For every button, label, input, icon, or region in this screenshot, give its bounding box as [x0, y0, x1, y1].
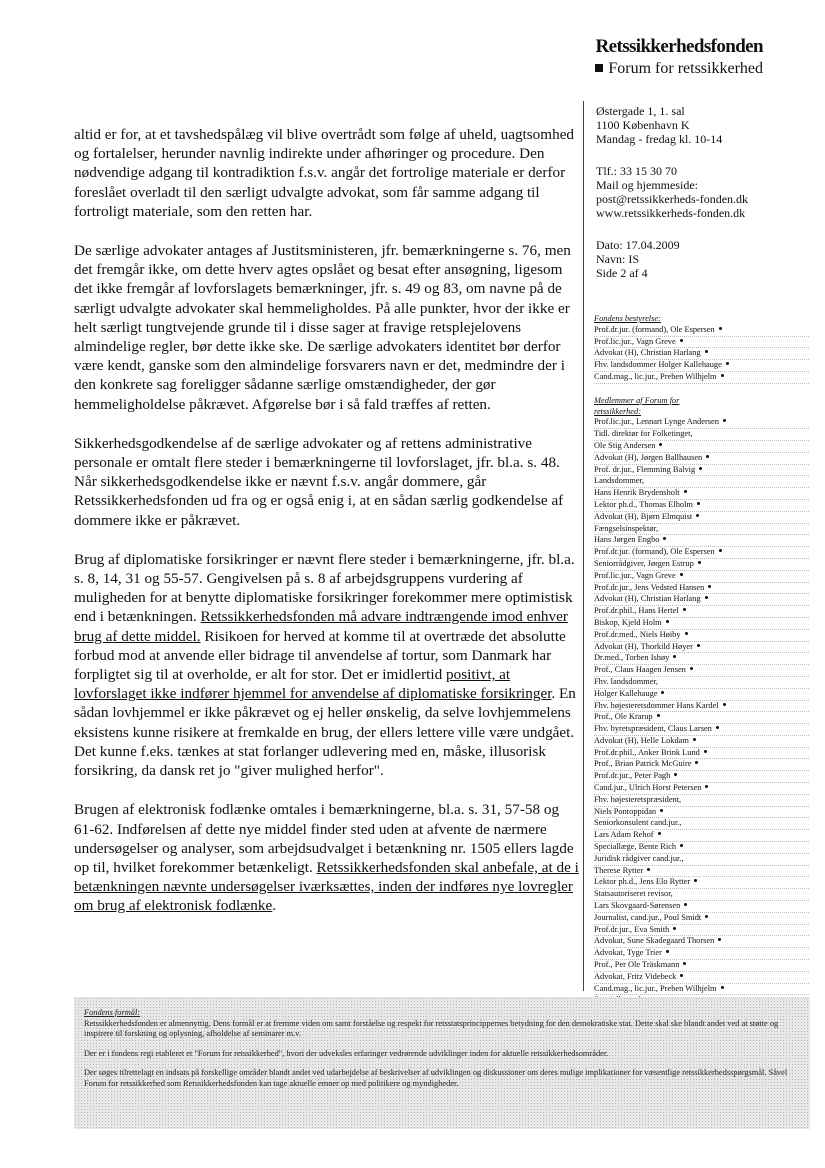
bullet-dot-icon: [666, 620, 669, 623]
member-row: [594, 653, 809, 665]
member-name: Hans Jørgen Engbo: [594, 535, 660, 545]
page-number: Side 2 af 4: [596, 266, 648, 280]
text-run: Brug af diplomatiske forsikringer er nævnt flere steder i bemærkningerne, jfr. bl.a. s. 8, 14, 31 og 55-57. Gengivelsen på s. 8 af arbejdsgruppens vurdering af muligheden for at benytte diplomatiske forsikringer forekommer mere optimistisk end i betænkningen.: [74, 550, 575, 626]
paragraph: Sikkerhedsgodkendelse af de særlige advokater og af rettens administrative personale er omtalt flere steder i bemærkningerne til lovforslaget, jfr. bl.a. s. 48. Når sikkerhedsgodkendelse ikke er nævnt f.s.v. angår dommere, går Retssikkerhedsfonden ud fra og er også enig i, at en sådan særlig godkendelse af dommere ikke er påkrævet.: [74, 434, 564, 529]
underlined-text: Retssikkerhedsfonden må advare indtrængende imod enhver brug af dette middel.: [74, 608, 568, 645]
member-row: [594, 583, 809, 595]
people-sidebar: [594, 314, 809, 1031]
bullet-dot-icon: [685, 632, 688, 635]
phone-email-block: [596, 164, 806, 220]
bullet-dot-icon: [721, 986, 724, 989]
member-name: Advokat, Fritz Videbeck: [594, 971, 677, 981]
member-row: [594, 665, 809, 677]
member-row: [594, 642, 809, 654]
bullet-dot-icon: [680, 974, 683, 977]
member-row: [594, 960, 809, 972]
bullet-dot-icon: [719, 327, 722, 330]
member-name: Lars Skovgaard-Sørensen: [594, 901, 681, 911]
member-name: Prof.lic.jur., Vagn Greve: [594, 570, 676, 580]
letter-body: [74, 125, 579, 936]
paragraph: altid er for, at et tavshedspålæg vil blive overtrådt som følge af uheld, uagtsomhed og fortalelser, herunder navnlig indirekte under afhøringer og procedure. Den nødvendige adgang til kontradiktion f.s.v. angår det fortrolige materiale er derfor foreslået overladt til den særligt udvalgte advokat, som får samme adgang til fortroligt materiale, som den retten har.: [74, 126, 575, 220]
bullet-dot-icon: [708, 585, 711, 588]
member-name: Fhv. landsdommer,: [594, 676, 659, 686]
member-name: Dr.med., Torben Ishøy: [594, 653, 670, 663]
member-row: [594, 948, 809, 960]
member-row: [594, 913, 809, 925]
underlined-text: Retssikkerhedsfonden skal anbefale, at de i betænkningen nævnte undersøgelser iværksættes, inden der indføres nye lovregler om brug af elektronisk fodlænke: [74, 858, 579, 915]
member-row: [594, 712, 809, 724]
brand-name: Retssikkerhedsfonden: [595, 36, 763, 57]
member-name: Prof.lic.jur., Lennart Lynge Andersen: [594, 417, 719, 427]
footer-box: [74, 997, 810, 1129]
member-name: Fhv. byretspræsident, Claus Larsen: [594, 724, 712, 734]
member-row: [594, 348, 809, 360]
bullet-dot-icon: [666, 950, 669, 953]
member-name: Prof., Per Ole Träskmann: [594, 960, 680, 970]
member-name: Prof.dr.phil., Anker Brink Lund: [594, 747, 700, 757]
meta-block: [596, 238, 806, 280]
contact-block: [596, 104, 806, 298]
bullet-dot-icon: [694, 879, 697, 882]
member-row: [594, 465, 809, 477]
member-row: [594, 571, 809, 583]
member-name: Prof.dr.jur., Eva Smith: [594, 924, 670, 934]
bullet-dot-icon: [647, 868, 650, 871]
member-row: [594, 818, 809, 830]
board-heading: Fondens bestyrelse:: [594, 314, 661, 323]
member-name: Lars Adam Rehof: [594, 830, 654, 840]
member-name: Seniorrådgiver, Jørgen Estrup: [594, 558, 694, 568]
author-initials: Navn: IS: [596, 252, 639, 266]
bullet-dot-icon: [683, 962, 686, 965]
member-name: Advokat (H), Bjørn Elmquist: [594, 511, 693, 521]
member-row: [594, 889, 809, 901]
member-row: [594, 488, 809, 500]
text-run: Brugen af elektronisk fodlænke omtales i bemærkningerne, bl.a. s. 31, 57-58 og 61-62. Indførelsen af dette nye middel finder sted uden at afvente de nærmere undersøgelser og analyser, som arbejdsudvalget i betænkning nr. 1505 ellers lagde op til, hvilket forekommer betænkeligt.: [74, 801, 574, 876]
underlined-text: positivt, at lovforslaget ikke indfører hjemmel for anvendelse af diplomatiske forsikringer: [74, 666, 552, 703]
member-name: Prof., Ole Krarup: [594, 712, 653, 722]
member-row: [594, 594, 809, 606]
forum-list: [594, 396, 809, 1019]
member-row: [594, 877, 809, 889]
member-row: [594, 901, 809, 913]
member-row: [594, 677, 809, 689]
member-name: Therese Rytter: [594, 865, 644, 875]
member-row: [594, 748, 809, 760]
brand-subtitle-text: Forum for retssikkerhed: [608, 60, 763, 77]
member-row: [594, 771, 809, 783]
member-name: Statsautoriseret revisor,: [594, 889, 673, 899]
member-name: Tidl. direktør for Folketinget,: [594, 429, 693, 439]
bullet-dot-icon: [705, 596, 708, 599]
bullet-dot-icon: [684, 903, 687, 906]
member-name: Prof. dr.jur., Flemming Balvig: [594, 464, 696, 474]
member-name: Prof.dr.jur., Jens Vedsted Hansen: [594, 582, 705, 592]
bullet-dot-icon: [697, 644, 700, 647]
member-name: Advokat (H), Thorkild Høyer: [594, 641, 693, 651]
member-row: [594, 972, 809, 984]
bullet-dot-icon: [726, 362, 729, 365]
member-row: [594, 842, 809, 854]
bullet-dot-icon: [696, 514, 699, 517]
member-row: [594, 372, 809, 384]
bullet-dot-icon: [719, 549, 722, 552]
member-name: Fængselsinspektør,: [594, 523, 659, 533]
mail-label: Mail og hjemmeside:: [596, 178, 698, 192]
member-name: Prof.dr.med., Niels Høiby: [594, 629, 681, 639]
address-block: [596, 104, 806, 146]
member-name: Cand.mag., lic.jur., Preben Wilhjelm: [594, 371, 717, 381]
bullet-dot-icon: [695, 761, 698, 764]
member-row: [594, 807, 809, 819]
member-row: [594, 360, 809, 372]
member-row: [594, 429, 809, 441]
member-name: Prof., Brian Patrick McGuire: [594, 759, 692, 769]
member-name: Speciallæge, Bente Rich: [594, 842, 677, 852]
bullet-dot-icon: [693, 738, 696, 741]
bullet-dot-icon: [690, 667, 693, 670]
bullet-dot-icon: [673, 927, 676, 930]
paragraph: [74, 800, 579, 915]
member-row: [594, 476, 809, 488]
paragraph: De særlige advokater antages af Justitsministeren, jfr. bemærkningerne s. 76, men det fremgår ikke, om dette hverv agtes opslået og besat efter ansøgning, ligesom det ikke fremgår af lovforslagets bemærkninger, jfr. s. 49 og 83, om navne på de særligt udvalgte advokater skal hemmeligholdes. På alle punkter, hvor der ikke er helt særligt tungtvejende grunde til i disse sager at fravige retsplejelovens almindelige regler, bør dette ikke ske. De særlige advokaters identitet bør derfor være kendt, ganske som den almindelige forsvarers navn er det, medmindre der i den konkrete sag foreligger sådanne særlige omstændigheder, der gør hemmeligholdelse påkrævet. Afgørelse bør i så fald træffes af retten.: [74, 242, 571, 413]
member-name: Advokat (H), Christian Harlang: [594, 594, 701, 604]
member-row: [594, 453, 809, 465]
member-name: Lektor ph.d., Jens Elo Rytter: [594, 877, 691, 887]
bullet-dot-icon: [680, 339, 683, 342]
member-row: [594, 759, 809, 771]
member-name: Prof.dr.phil., Hans Hertel: [594, 606, 679, 616]
phone: Tlf.: 33 15 30 70: [596, 164, 677, 178]
text-run: Risikoen for herved at komme til at overtræde det absolutte forbud mod at anvende eller bidrage til anvendelse af tortur, som Danmark har forpligtet sig til at overholde, er alt for stor. Det er imidlertid: [74, 627, 566, 684]
member-row: [594, 441, 809, 453]
text-run: .: [272, 897, 277, 915]
bullet-dot-icon: [680, 844, 683, 847]
member-name: Prof.dr.jur. (formand), Ole Espersen: [594, 324, 715, 334]
member-name: Landsdommer,: [594, 476, 645, 486]
member-name: Advokat, Tyge Trier: [594, 948, 662, 958]
footer-paragraph: Retssikkerhedsfonden er almennyttig. Dens formål er at fremme viden om samt forståelse og respekt for retsstatsprincippernes betydning for den demokratiske stat. Dette skal ske blandt andet ved at støtte og inspirere til forskning og oplysning, afholdelse af seminarer m.v.: [84, 1018, 779, 1038]
member-name: Advokat (H), Jørgen Ballhausen: [594, 452, 703, 462]
footer-heading: Fondens formål:: [84, 1008, 141, 1017]
member-row: [594, 547, 809, 559]
member-row: [594, 325, 809, 337]
square-bullet-icon: [595, 64, 603, 72]
member-name: Niels Pontoppidan: [594, 806, 657, 816]
member-row: [594, 724, 809, 736]
member-row: [594, 500, 809, 512]
member-name: Fhv. højesteretsdommer Hans Kardel: [594, 700, 719, 710]
member-name: Ole Stig Andersen: [594, 440, 656, 450]
bullet-dot-icon: [705, 350, 708, 353]
member-row: [594, 630, 809, 642]
bullet-dot-icon: [699, 467, 702, 470]
forum-heading: Medlemmer af Forum for: [594, 395, 680, 405]
footer-paragraph: Der er i fondens regi etableret et "Forum for retssikkerhed", hvori der udveksles erfaringer vedrørende udviklinger inden for aktuelle retssikkerhedsområder.: [84, 1048, 609, 1058]
member-name: Prof.dr.jur. (formand), Ole Espersen: [594, 547, 715, 557]
member-name: Lektor ph.d., Thomas Elholm: [594, 499, 693, 509]
bullet-dot-icon: [718, 938, 721, 941]
bullet-dot-icon: [721, 374, 724, 377]
member-row: [594, 701, 809, 713]
bullet-dot-icon: [683, 608, 686, 611]
bullet-dot-icon: [660, 809, 663, 812]
member-row: [594, 524, 809, 536]
bullet-dot-icon: [723, 419, 726, 422]
member-row: [594, 984, 809, 996]
text-run: . En sådan lovhjemmel er ikke påkrævet og ej heller ønskelig, da selve lovhjemmelens eksistens kunne risikere at fremkalde en brug, der ellers lettere ville være undgået. Det kunne f.eks. tænkes at stat forlanger udlevering med en, måske, illusorisk forsikring, da dansk ret jo "giver mulighed herfor".: [74, 685, 576, 780]
bullet-dot-icon: [723, 703, 726, 706]
member-row: [594, 618, 809, 630]
member-row: [594, 689, 809, 701]
bullet-dot-icon: [684, 490, 687, 493]
bullet-dot-icon: [680, 573, 683, 576]
member-row: [594, 783, 809, 795]
footer-paragraph: Der søges tilrettelagt en indsats på forskellige områder blandt andet ved udarbejdelse af beskrivelser af udviklingen og diskussioner om deres mulige implikationer for væsentlige retssikkerhedsspørgsmål. Såvel Forum for retssikkerhed som Retssikkerhedsfonden kan tage aktuelle emner op med politikere og myndigheder.: [84, 1068, 788, 1088]
member-name: Prof., Claus Haagen Jensen: [594, 665, 686, 675]
member-name: Advokat (H), Christian Harlang: [594, 348, 701, 358]
member-name: Prof.lic.jur., Vagn Greve: [594, 336, 676, 346]
member-row: [594, 417, 809, 429]
member-row: [594, 866, 809, 878]
brand-subtitle: [595, 59, 763, 79]
member-name: Seniorkonsulent cand.jur.,: [594, 818, 682, 828]
website-link[interactable]: www.retssikkerheds-fonden.dk: [596, 206, 746, 220]
member-name: Juridisk rådgiver cand.jur.,: [594, 853, 684, 863]
paragraph: [74, 550, 579, 780]
member-row: [594, 535, 809, 547]
bullet-dot-icon: [673, 655, 676, 658]
member-name: Advokat (H), Helle Lokdam: [594, 735, 689, 745]
member-name: Fhv. højesteretspræsident,: [594, 794, 682, 804]
member-name: Advokat, Sune Skadegaard Thorsen: [594, 936, 715, 946]
member-name: Journalist, cand.jur., Poul Smidt: [594, 912, 702, 922]
member-row: [594, 736, 809, 748]
bullet-dot-icon: [659, 443, 662, 446]
member-name: Hans Henrik Brydensholt: [594, 488, 680, 498]
bullet-dot-icon: [697, 502, 700, 505]
member-name: Cand.mag., lic.jur., Preben Wilhjelm: [594, 983, 717, 993]
bullet-dot-icon: [705, 915, 708, 918]
member-row: [594, 925, 809, 937]
bullet-dot-icon: [706, 455, 709, 458]
address-line: Østergade 1, 1. sal: [596, 104, 685, 118]
member-row: [594, 606, 809, 618]
bullet-dot-icon: [663, 537, 666, 540]
bullet-dot-icon: [704, 750, 707, 753]
bullet-dot-icon: [705, 785, 708, 788]
address-line: 1100 København K: [596, 118, 690, 132]
opening-hours: Mandag - fredag kl. 10-14: [596, 132, 723, 146]
bullet-dot-icon: [698, 561, 701, 564]
member-row: [594, 559, 809, 571]
member-name: Prof.dr.jur., Peter Pagh: [594, 771, 671, 781]
bullet-dot-icon: [716, 726, 719, 729]
forum-heading: retssikkerhed:: [594, 406, 641, 416]
email-link[interactable]: post@retssikkerheds-fonden.dk: [596, 192, 749, 206]
letterhead: [595, 36, 763, 79]
member-name: Cand.jur., Ulrich Horst Petersen: [594, 783, 702, 793]
member-row: [594, 936, 809, 948]
board-list: [594, 314, 809, 384]
date: Dato: 17.04.2009: [596, 238, 680, 252]
member-row: [594, 854, 809, 866]
bullet-dot-icon: [661, 691, 664, 694]
member-row: [594, 512, 809, 524]
bullet-dot-icon: [674, 773, 677, 776]
member-row: [594, 795, 809, 807]
member-name: Fhv. landsdommer Holger Kallehauge: [594, 360, 722, 370]
column-divider: [583, 101, 584, 991]
member-row: [594, 337, 809, 349]
bullet-dot-icon: [658, 832, 661, 835]
member-name: Biskop, Kjeld Holm: [594, 617, 662, 627]
bullet-dot-icon: [657, 714, 660, 717]
member-row: [594, 830, 809, 842]
member-name: Holger Kallehauge: [594, 688, 658, 698]
